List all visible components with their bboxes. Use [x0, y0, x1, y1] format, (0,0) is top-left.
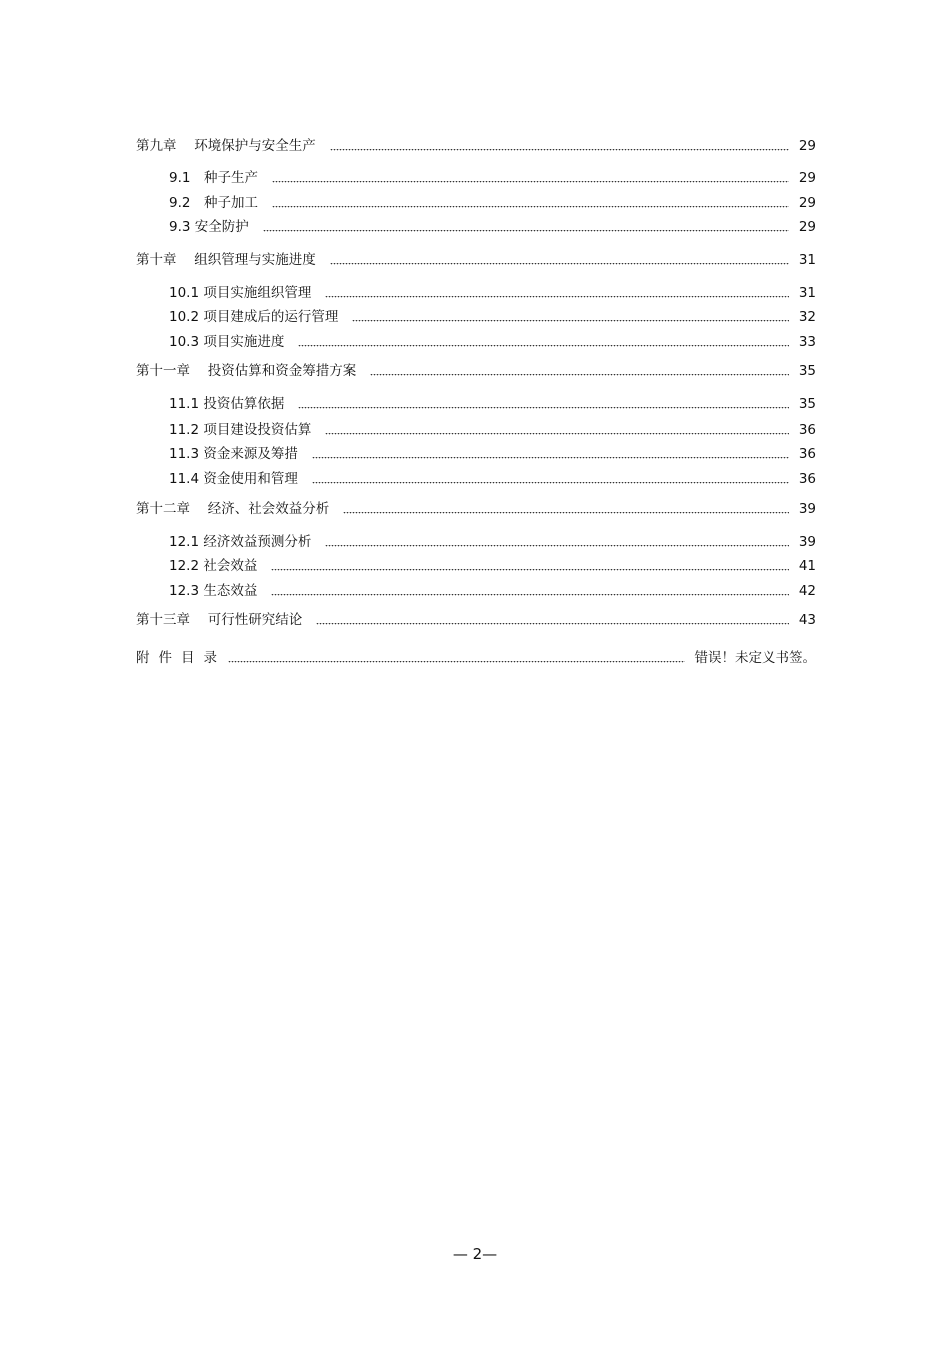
- toc-entry-11-2[interactable]: [169, 420, 816, 440]
- toc-entry-label: 第九章 环境保护与安全生产: [136, 138, 316, 154]
- toc-entry-10-1[interactable]: [169, 283, 816, 303]
- dot-leader: [325, 433, 788, 436]
- page-number: — 2—: [452, 1245, 498, 1263]
- toc-entry-page: 36: [798, 422, 816, 438]
- toc-entry-page: 29: [798, 195, 816, 211]
- toc-entry-page: 43: [798, 612, 816, 628]
- dot-leader: [263, 230, 789, 233]
- toc-entry-page: 39: [798, 534, 816, 550]
- toc-entry-page: 39: [798, 501, 816, 517]
- toc-entry-label: 10.3 项目实施进度: [169, 334, 285, 350]
- toc-entry-page: 36: [798, 471, 816, 487]
- toc-entry-10-3[interactable]: [169, 332, 816, 352]
- toc-entry-chapter-12[interactable]: [136, 499, 816, 519]
- toc-entry-page: 36: [798, 446, 816, 462]
- toc-entry-label: 11.3 资金来源及筹措: [169, 446, 298, 462]
- toc-entry-page: 29: [798, 138, 816, 154]
- dot-leader: [352, 320, 788, 323]
- dot-leader: [298, 407, 788, 410]
- toc-entry-chapter-13[interactable]: [136, 610, 816, 630]
- toc-entry-9-3[interactable]: [169, 217, 816, 237]
- toc-entry-label: 12.2 社会效益: [169, 558, 258, 574]
- toc-entry-label: 第十章 组织管理与实施进度: [136, 252, 316, 268]
- dot-leader: [325, 545, 788, 548]
- toc-entry-label: 第十一章 投资估算和资金筹措方案: [136, 363, 357, 379]
- toc-entry-page: 41: [798, 558, 816, 574]
- toc-entry-12-1[interactable]: [169, 532, 816, 552]
- dot-leader: [316, 623, 789, 626]
- toc-entry-page: 32: [798, 309, 816, 325]
- toc-entry-page: 29: [798, 170, 816, 186]
- dot-leader: [370, 374, 789, 377]
- toc-entry-page-error: 错误！未定义书签。: [694, 650, 816, 666]
- toc-entry-chapter-11[interactable]: [136, 361, 816, 381]
- toc-entry-page: 42: [798, 583, 816, 599]
- toc-entry-10-2[interactable]: [169, 307, 816, 327]
- toc-entry-page: 31: [798, 252, 816, 268]
- dot-leader: [312, 457, 789, 460]
- toc-entry-9-1[interactable]: [169, 168, 816, 188]
- table-of-contents: [136, 0, 816, 700]
- dot-leader: [343, 512, 789, 515]
- dot-leader: [312, 482, 789, 485]
- toc-entry-chapter-10[interactable]: [136, 250, 816, 270]
- toc-entry-page: 31: [798, 285, 816, 301]
- toc-entry-9-2[interactable]: [169, 193, 816, 213]
- toc-entry-12-3[interactable]: [169, 581, 816, 601]
- dot-leader: [325, 296, 788, 299]
- toc-entry-11-1[interactable]: [169, 394, 816, 414]
- toc-entry-11-4[interactable]: [169, 469, 816, 489]
- toc-entry-label: 12.1 经济效益预测分析: [169, 534, 312, 550]
- toc-entry-label: 11.2 项目建设投资估算: [169, 422, 312, 438]
- toc-entry-page: 33: [798, 334, 816, 350]
- toc-entry-label: 附件目录: [136, 650, 226, 666]
- toc-entry-label: 11.4 资金使用和管理: [169, 471, 298, 487]
- dot-leader: [271, 569, 788, 572]
- toc-entry-label: 第十二章 经济、社会效益分析: [136, 501, 330, 517]
- dot-leader: [298, 345, 788, 348]
- toc-entry-label: 10.2 项目建成后的运行管理: [169, 309, 339, 325]
- toc-entry-page: 29: [798, 219, 816, 235]
- dot-leader: [271, 594, 788, 597]
- toc-entry-label: 11.1 投资估算依据: [169, 396, 285, 412]
- toc-entry-label: 9.2 种子加工: [169, 195, 258, 211]
- toc-entry-label: 9.1 种子生产: [169, 170, 258, 186]
- toc-entry-page: 35: [798, 363, 816, 379]
- dot-leader: [330, 149, 789, 152]
- toc-entry-label: 第十三章 可行性研究结论: [136, 612, 303, 628]
- dot-leader: [272, 206, 789, 209]
- dot-leader: [272, 181, 789, 184]
- toc-entry-label: 10.1 项目实施组织管理: [169, 285, 312, 301]
- toc-entry-11-3[interactable]: [169, 444, 816, 464]
- toc-entry-appendix[interactable]: [136, 648, 816, 668]
- toc-entry-chapter-9[interactable]: [136, 136, 816, 156]
- toc-entry-page: 35: [798, 396, 816, 412]
- dot-leader: [330, 263, 789, 266]
- toc-entry-label: 9.3 安全防护: [169, 219, 249, 235]
- toc-entry-label: 12.3 生态效益: [169, 583, 258, 599]
- dot-leader: [228, 661, 685, 664]
- toc-entry-12-2[interactable]: [169, 556, 816, 576]
